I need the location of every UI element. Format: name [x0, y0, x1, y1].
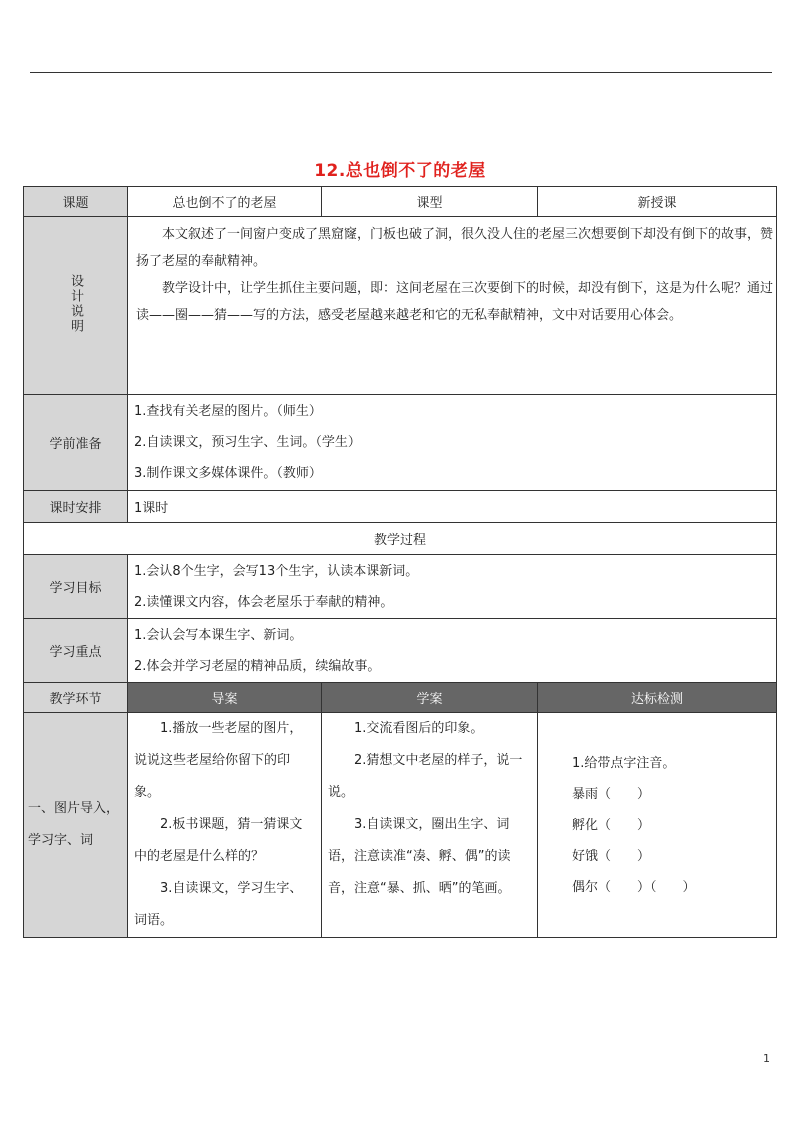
topic-value: 总也倒不了的老屋	[128, 187, 322, 217]
focus-item: 1.会认会写本课生字、新词。	[134, 627, 303, 643]
prep-row	[24, 395, 777, 491]
guide-column-header: 导案	[128, 683, 322, 713]
prep-label: 学前准备	[24, 395, 128, 491]
section1-row	[24, 713, 777, 938]
design-label-cell	[24, 217, 128, 395]
columns-header-row	[24, 683, 777, 713]
topic-row	[24, 187, 777, 217]
design-label: 设计说明	[68, 273, 83, 334]
prep-content	[128, 395, 777, 491]
check-item: 暴雨（ ）	[572, 786, 651, 802]
guide-step: 1.播放一些老屋的图片，说说这些老屋给你留下的印象。	[134, 721, 303, 800]
section1-study	[322, 713, 538, 938]
process-heading: 教学过程	[24, 523, 777, 555]
study-step: 1.交流看图后的印象。	[354, 721, 484, 736]
goals-label: 学习目标	[24, 555, 128, 619]
check-item: 偶尔（ ）（ ）	[572, 879, 696, 895]
header-rule	[30, 72, 772, 73]
prep-item: 3.制作课文多媒体课件。（教师）	[134, 466, 322, 481]
goals-row	[24, 555, 777, 619]
type-value: 新授课	[538, 187, 777, 217]
lesson-plan-table	[23, 186, 777, 938]
focus-content	[128, 619, 777, 683]
design-paragraph: 教学设计中，让学生抓住主要问题，即：这间老屋在三次要倒下的时候，却没有倒下，这是为什么呢？通过读——圈——猜——写的方法，感受老屋越来越老和它的无私奉献精神，文中对话要用心体会。	[136, 281, 774, 323]
prep-item: 1.查找有关老屋的图片。（师生）	[134, 404, 322, 419]
check-item: 孵化（ ）	[572, 817, 651, 833]
section1-stage: 一、图片导入，学习字、词	[24, 713, 128, 938]
stage-column-header: 教学环节	[24, 683, 128, 713]
focus-item: 2.体会并学习老屋的精神品质，续编故事。	[134, 658, 381, 674]
section1-guide	[128, 713, 322, 938]
process-heading-row	[24, 523, 777, 555]
guide-step: 2.板书课题，猜一猜课文中的老屋是什么样的？	[134, 817, 303, 864]
goal-item: 1.会认8个生字，会写13个生字，认读本课新词。	[134, 563, 419, 579]
schedule-label: 课时安排	[24, 491, 128, 523]
goals-content	[128, 555, 777, 619]
page-number: 1	[763, 1052, 770, 1065]
study-step: 3.自读课文，圈出生字、词语，注意读准“凑、孵、偶”的读音，注意“暴、抓、晒”的笔画。	[328, 817, 511, 896]
check-item: 好饿（ ）	[572, 848, 651, 864]
focus-row	[24, 619, 777, 683]
design-content	[128, 217, 777, 395]
guide-step: 3.自读课文，学习生字、词语。	[134, 881, 303, 928]
design-paragraph: 本文叙述了一间窗户变成了黑窟窿，门板也破了洞，很久没人住的老屋三次想要倒下却没有倒下的故事，赞扬了老屋的奉献精神。	[136, 227, 774, 269]
goal-item: 2.读懂课文内容，体会老屋乐于奉献的精神。	[134, 594, 394, 610]
design-row	[24, 217, 777, 395]
check-prompt: 1.给带点字注音。	[572, 755, 676, 771]
page-title: 12.总也倒不了的老屋	[314, 161, 486, 181]
topic-label: 课题	[24, 187, 128, 217]
study-column-header: 学案	[322, 683, 538, 713]
check-column-header: 达标检测	[538, 683, 777, 713]
prep-item: 2.自读课文，预习生字、生词。（学生）	[134, 435, 361, 450]
focus-label: 学习重点	[24, 619, 128, 683]
schedule-row	[24, 491, 777, 523]
study-step: 2.猜想文中老屋的样子，说一说。	[328, 753, 523, 800]
type-label: 课型	[322, 187, 538, 217]
schedule-value: 1课时	[128, 491, 777, 523]
section1-check	[538, 713, 777, 938]
